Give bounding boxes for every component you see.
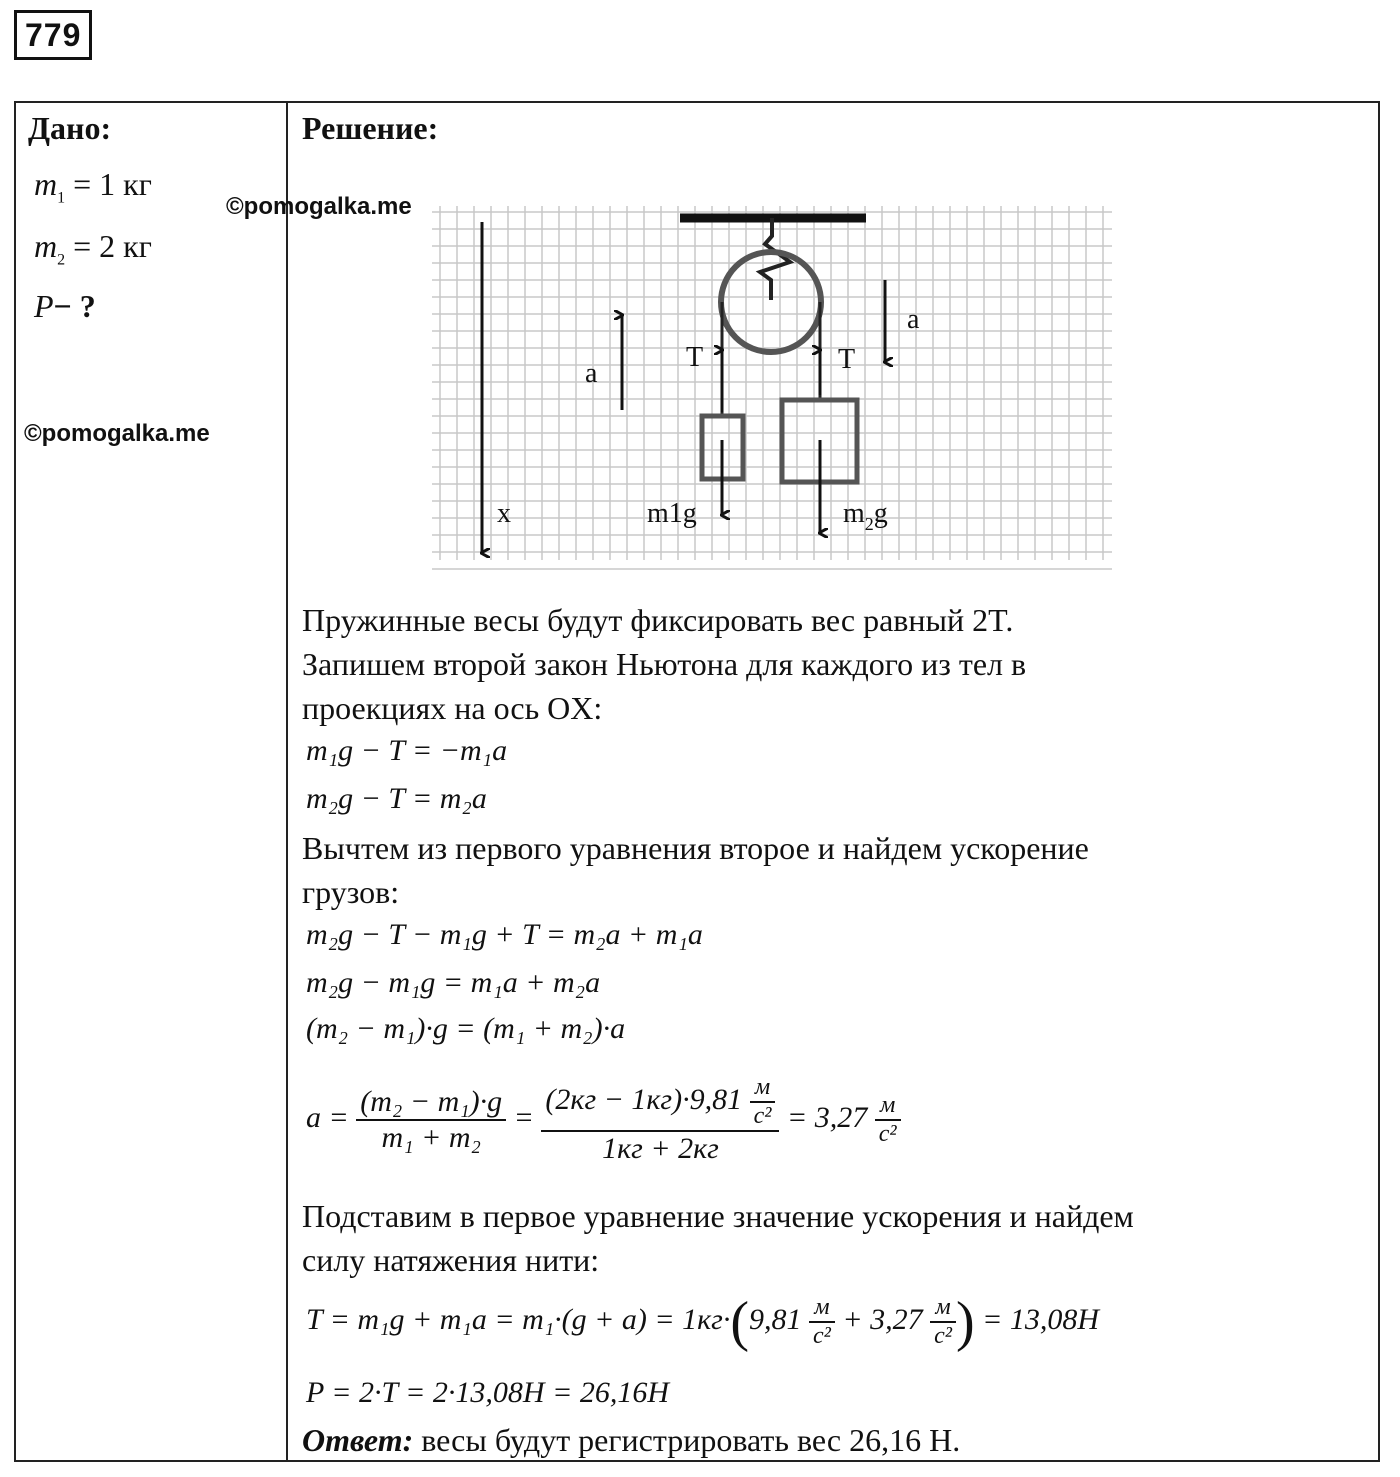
label-m2g: $m_2g$	[843, 498, 888, 534]
given-m1: $m_1 = 1$ кг	[34, 166, 152, 207]
answer-text: весы будут регистрировать вес 26,16 Н.	[413, 1422, 961, 1458]
given-unknown-p: P− ?	[34, 288, 96, 324]
text-line-3: проекциях на ось OX:	[302, 690, 603, 726]
text-line-1: Пружинные весы будут фиксировать вес равный 2T.	[302, 602, 1014, 638]
watermark-left: ©pomogalka.me	[24, 420, 210, 447]
equation-5: (m₂ − m₁)·g = (m₁ + m₂)·a	[306, 1012, 626, 1045]
label-x: x	[497, 498, 511, 529]
equation-4: m₂g − m₁g = m₁a + m₂a	[306, 966, 601, 999]
text-line-2: Запишем второй закон Ньютона для каждого из тел в	[302, 646, 1027, 682]
equation-3: m₂g − T − m₁g + T = m₂a + m₁a	[306, 918, 703, 951]
equation-2: m₂g − T = m₂a	[306, 782, 487, 815]
answer-line	[302, 1418, 960, 1462]
equation-6: a = $\frac{\text{(m₂ − m₁)·g}}{\text{m₁ + m₂}}$ = (2кг − 1кг)·9,81 $\frac{м}{\text{c²}}$ 1кг + 2кг = 3,27 $\frac{м}{\text{c²}}$	[306, 1074, 901, 1166]
label-t-left: T	[686, 342, 704, 373]
grid-background	[432, 206, 1112, 569]
label-t-right: T	[838, 344, 856, 375]
text-line-6: Подставим в первое уравнение значение ускорения и найдем	[302, 1198, 1134, 1234]
label-a-left: a	[585, 358, 598, 389]
label-m1g: m1g	[647, 498, 697, 529]
text-line-7: силу натяжения нити:	[302, 1242, 600, 1278]
equation-1: m₁g − T = −m₁a	[306, 734, 508, 767]
text-line-5: грузов:	[302, 874, 400, 910]
pulley-diagram	[0, 0, 1400, 600]
solution-title: Решение:	[302, 110, 439, 146]
watermark-top: ©pomogalka.me	[226, 193, 412, 220]
equation-7: T = m₁g + m₁a = m₁·(g + a) = 1кг·(9,81 $\frac{м}{\text{c²}}$ + 3,27 $\frac{м}{\text{c²}}$ ) = 13,08H	[306, 1291, 1100, 1353]
given-m2: $m_2 = 2$ кг	[34, 228, 152, 269]
problem-number: 779	[14, 10, 92, 60]
equation-8: P = 2·T = 2·13,08H = 26,16H	[306, 1376, 669, 1409]
given-title: Дано:	[28, 110, 112, 146]
answer-label: Ответ:	[302, 1422, 414, 1458]
text-line-4: Вычтем из первого уравнения второе и найдем ускорение	[302, 830, 1089, 866]
spring-scale	[760, 218, 790, 300]
label-a-right: a	[907, 304, 920, 335]
